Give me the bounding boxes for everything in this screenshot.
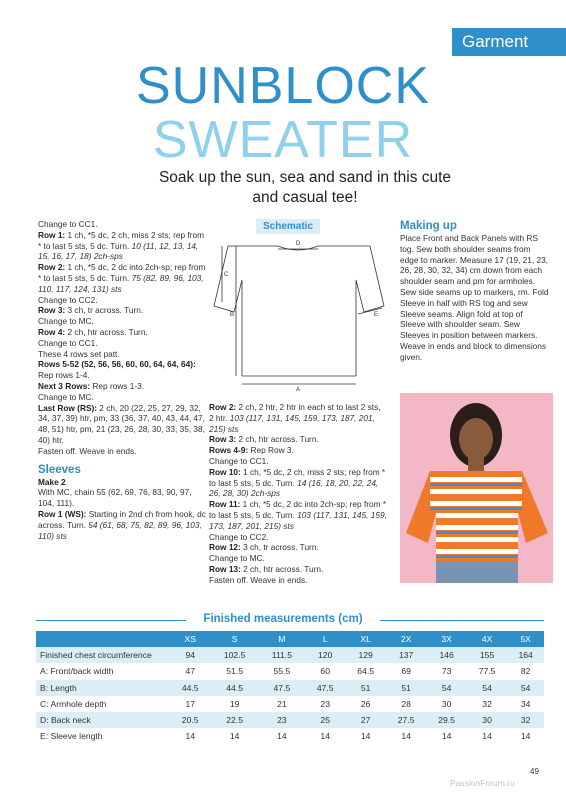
measurement-row	[36, 663, 544, 679]
size-header-s: S	[210, 631, 258, 647]
subtitle: Soak up the sun, sea and sand in this cute and casual tee!	[158, 169, 452, 206]
schematic-tab: Schematic	[256, 219, 320, 234]
measurement-label: Finished chest circumference	[36, 647, 170, 663]
instruction-row: Next 3 Rows: Rep rows 1-3.	[38, 380, 145, 391]
measurement-value: 32	[507, 712, 544, 728]
size-header-2x: 2X	[386, 631, 426, 647]
measurement-value: 30	[467, 712, 507, 728]
watermark: PassionForum.ru	[450, 778, 515, 788]
measurement-row	[36, 680, 544, 696]
instruction-row: Row 1: 1 ch, *5 dc, 2 ch, miss 2 sts; rep from * to last 5 sts, 5 dc. Turn. 10 (11, 12, 13, 14, 15, 16, 17, 18) 2ch-sps	[38, 229, 204, 262]
size-header-4x: 4X	[467, 631, 507, 647]
instruction-row: Row 3: 2 ch, htr across. Turn.	[209, 434, 319, 445]
measurement-value: 55.5	[259, 663, 305, 679]
measurement-value: 155	[467, 647, 507, 663]
size-header-xs: XS	[170, 631, 210, 647]
instruction-row: Row 3: 3 ch, tr across. Turn.	[38, 305, 144, 316]
instruction-line: These 4 rows set patt.	[38, 348, 120, 359]
measurement-value: 146	[426, 647, 466, 663]
measurement-value: 44.5	[210, 680, 258, 696]
instruction-row: Row 11: 1 ch, *5 dc, 2 dc into 2ch-sp; rep from * to last 5 sts, 5 dc. Turn. 103 (117, 131, 145, 159, 173, 187, 201, 215) sts	[209, 499, 387, 531]
measurement-value: 137	[386, 647, 426, 663]
measurement-value: 64.5	[345, 663, 385, 679]
measurement-value: 14	[386, 728, 426, 744]
measurement-value: 20.5	[170, 712, 210, 728]
instruction-line: Change to CC1.	[209, 455, 269, 466]
measurement-value: 27.5	[386, 712, 426, 728]
instruction-line: Change to CC1.	[38, 219, 98, 229]
instruction-line: Fasten off. Weave in ends.	[38, 445, 137, 456]
sweater-outline	[214, 246, 384, 376]
instruction-line: Change to CC2.	[38, 294, 98, 305]
label-c: C	[224, 272, 229, 278]
instruction-line: Change to MC.	[38, 391, 94, 402]
size-header-5x: 5X	[507, 631, 544, 647]
measurement-value: 47	[170, 663, 210, 679]
measurement-value: 34	[507, 696, 544, 712]
instruction-line: Change to MC.	[38, 316, 94, 327]
measurement-value: 30	[426, 696, 466, 712]
measurement-value: 51	[386, 680, 426, 696]
neck	[468, 457, 484, 471]
section-badge: Garment	[452, 28, 566, 56]
instruction-row: Row 13: 2 ch, htr across. Turn.	[209, 563, 324, 574]
page-number: 49	[530, 767, 539, 776]
measurement-label: D: Back neck	[36, 712, 170, 728]
making-up-heading: Making up	[400, 220, 457, 232]
jeans	[436, 561, 518, 583]
measurement-value: 69	[386, 663, 426, 679]
measurement-value: 14	[170, 728, 210, 744]
measurements-body	[36, 647, 544, 744]
instruction-line: Change to MC.	[209, 553, 265, 564]
measurement-value: 73	[426, 663, 466, 679]
instruction-row: Rows 5-52 (52, 56, 56, 60, 60, 64, 64, 64): Rep rows 1-4.	[38, 359, 196, 381]
instruction-line: Change to CC2.	[209, 531, 269, 542]
measurement-value: 120	[305, 647, 345, 663]
measurement-value: 23	[259, 712, 305, 728]
measurement-value: 111.5	[259, 647, 305, 663]
measurement-value: 60	[305, 663, 345, 679]
instruction-row: Row 2: 2 ch, 2 htr, 2 htr in each st to last 2 sts, 2 htr. 103 (117, 131, 145, 159, 173, 187, 201, 215) sts	[209, 402, 381, 434]
making-up-text: Place Front and Back Panels with RS tog. Sew both shoulder seams from edge to marker. Measure 17 (19, 21, 23, 26, 28, 30, 32, 34) cm down from each shoulder seam and pm for armholes. Sew side seams up to markers, rm. Fold Sleeve in half with RS tog and sew Sleeve seams. Align fold at top of Sleeve with shoulder seam. Sew Sleeves in position between markers. Weave in ends and block to dimensions given.	[400, 233, 549, 362]
face	[459, 418, 493, 460]
label-e: E	[374, 312, 379, 318]
measurement-value: 14	[467, 728, 507, 744]
instruction-row: Row 2: 1 ch, *5 dc, 2 dc into 2ch-sp; rep from * to last 5 sts, 5 dc. Turn. 75 (82, 89, 96, 103, 110, 117, 124, 131) sts	[38, 262, 206, 294]
instruction-line: Change to CC1.	[38, 337, 98, 348]
size-header-row	[36, 631, 544, 647]
measurement-row	[36, 728, 544, 744]
measurement-value: 23	[305, 696, 345, 712]
size-header-m: M	[259, 631, 305, 647]
measurement-label: E: Sleeve length	[36, 728, 170, 744]
measurement-value: 51	[345, 680, 385, 696]
measurement-value: 164	[507, 647, 544, 663]
measurement-value: 14	[259, 728, 305, 744]
label-b: B	[230, 312, 235, 318]
measurement-value: 77.5	[467, 663, 507, 679]
measurement-value: 29.5	[426, 712, 466, 728]
schematic-diagram	[208, 236, 390, 392]
size-header-3x: 3X	[426, 631, 466, 647]
measurement-value: 47.5	[259, 680, 305, 696]
sleeves-heading: Sleeves	[38, 463, 81, 476]
label-d: D	[296, 241, 301, 247]
measurement-value: 21	[259, 696, 305, 712]
measurement-row	[36, 712, 544, 728]
measurement-value: 44.5	[170, 680, 210, 696]
measurement-value: 54	[507, 680, 544, 696]
measurement-value: 54	[426, 680, 466, 696]
instructions-column-2	[209, 402, 387, 586]
instruction-row: Row 4: 2 ch, htr across. Turn.	[38, 326, 148, 337]
make-count: Make 2	[38, 476, 66, 487]
title-line-1: SUNBLOCK	[135, 57, 431, 115]
measurement-value: 129	[345, 647, 385, 663]
measurement-value: 14	[345, 728, 385, 744]
measurement-row	[36, 647, 544, 663]
measurement-label: C: Armhole depth	[36, 696, 170, 712]
measurement-value: 28	[386, 696, 426, 712]
instruction-line: With MC, chain 55 (62, 69, 76, 83, 90, 97, 104, 111).	[38, 487, 192, 509]
measurement-value: 14	[305, 728, 345, 744]
measurement-value: 82	[507, 663, 544, 679]
measurement-value: 32	[467, 696, 507, 712]
measurement-value: 17	[170, 696, 210, 712]
size-header-xl: XL	[345, 631, 385, 647]
measurement-value: 26	[345, 696, 385, 712]
measurement-value: 19	[210, 696, 258, 712]
label-a: A	[296, 387, 301, 392]
measurement-value: 27	[345, 712, 385, 728]
measurement-value: 94	[170, 647, 210, 663]
model-photo	[400, 393, 553, 583]
instruction-row: Last Row (RS): 2 ch, 20 (22, 25, 27, 29, 32, 34, 37, 39) htr, pm, 33 (36, 37, 40, 43, 44, 47, 48, 51) htr, pm, 21 (23, 26, 28, 30, 33, 35, 38, 40) htr.	[38, 402, 205, 445]
title-line-2: SWEATER	[152, 111, 414, 169]
instruction-row: Rows 4-9: Rep Row 3.	[209, 445, 294, 456]
measurement-value: 25	[305, 712, 345, 728]
making-up-column	[400, 219, 550, 363]
measurement-label: B: Length	[36, 680, 170, 696]
model-illustration	[400, 393, 553, 583]
measurement-label: A: Front/back width	[36, 663, 170, 679]
instruction-row: Row 10: 1 ch, *5 dc, 2 ch, miss 2 sts; rep from * to last 5 sts, 5 dc. Turn. 14 (16, 18, 20, 22, 24, 26, 28, 30) 2ch-sps	[209, 466, 386, 499]
instruction-row: Row 12: 3 ch, tr across. Turn.	[209, 542, 319, 553]
measurement-value: 54	[467, 680, 507, 696]
measurement-value: 51.5	[210, 663, 258, 679]
measurement-value: 14	[426, 728, 466, 744]
instruction-row: Row 1 (WS): Starting in 2nd ch from hook, dc across. Turn. 54 (61, 68, 75, 82, 89, 96, 103, 110) sts	[38, 508, 206, 541]
measurement-value: 102.5	[210, 647, 258, 663]
size-header-l: L	[305, 631, 345, 647]
measurements-title: Finished measurements (cm)	[203, 613, 363, 625]
header-blank	[36, 631, 170, 647]
measurement-value: 47.5	[305, 680, 345, 696]
measurement-value: 22.5	[210, 712, 258, 728]
measurement-value: 14	[507, 728, 544, 744]
measurements-table	[36, 631, 544, 744]
measurement-value: 14	[210, 728, 258, 744]
instructions-column-1	[38, 219, 206, 541]
measurement-row	[36, 696, 544, 712]
instruction-line: Fasten off. Weave in ends.	[209, 574, 308, 585]
